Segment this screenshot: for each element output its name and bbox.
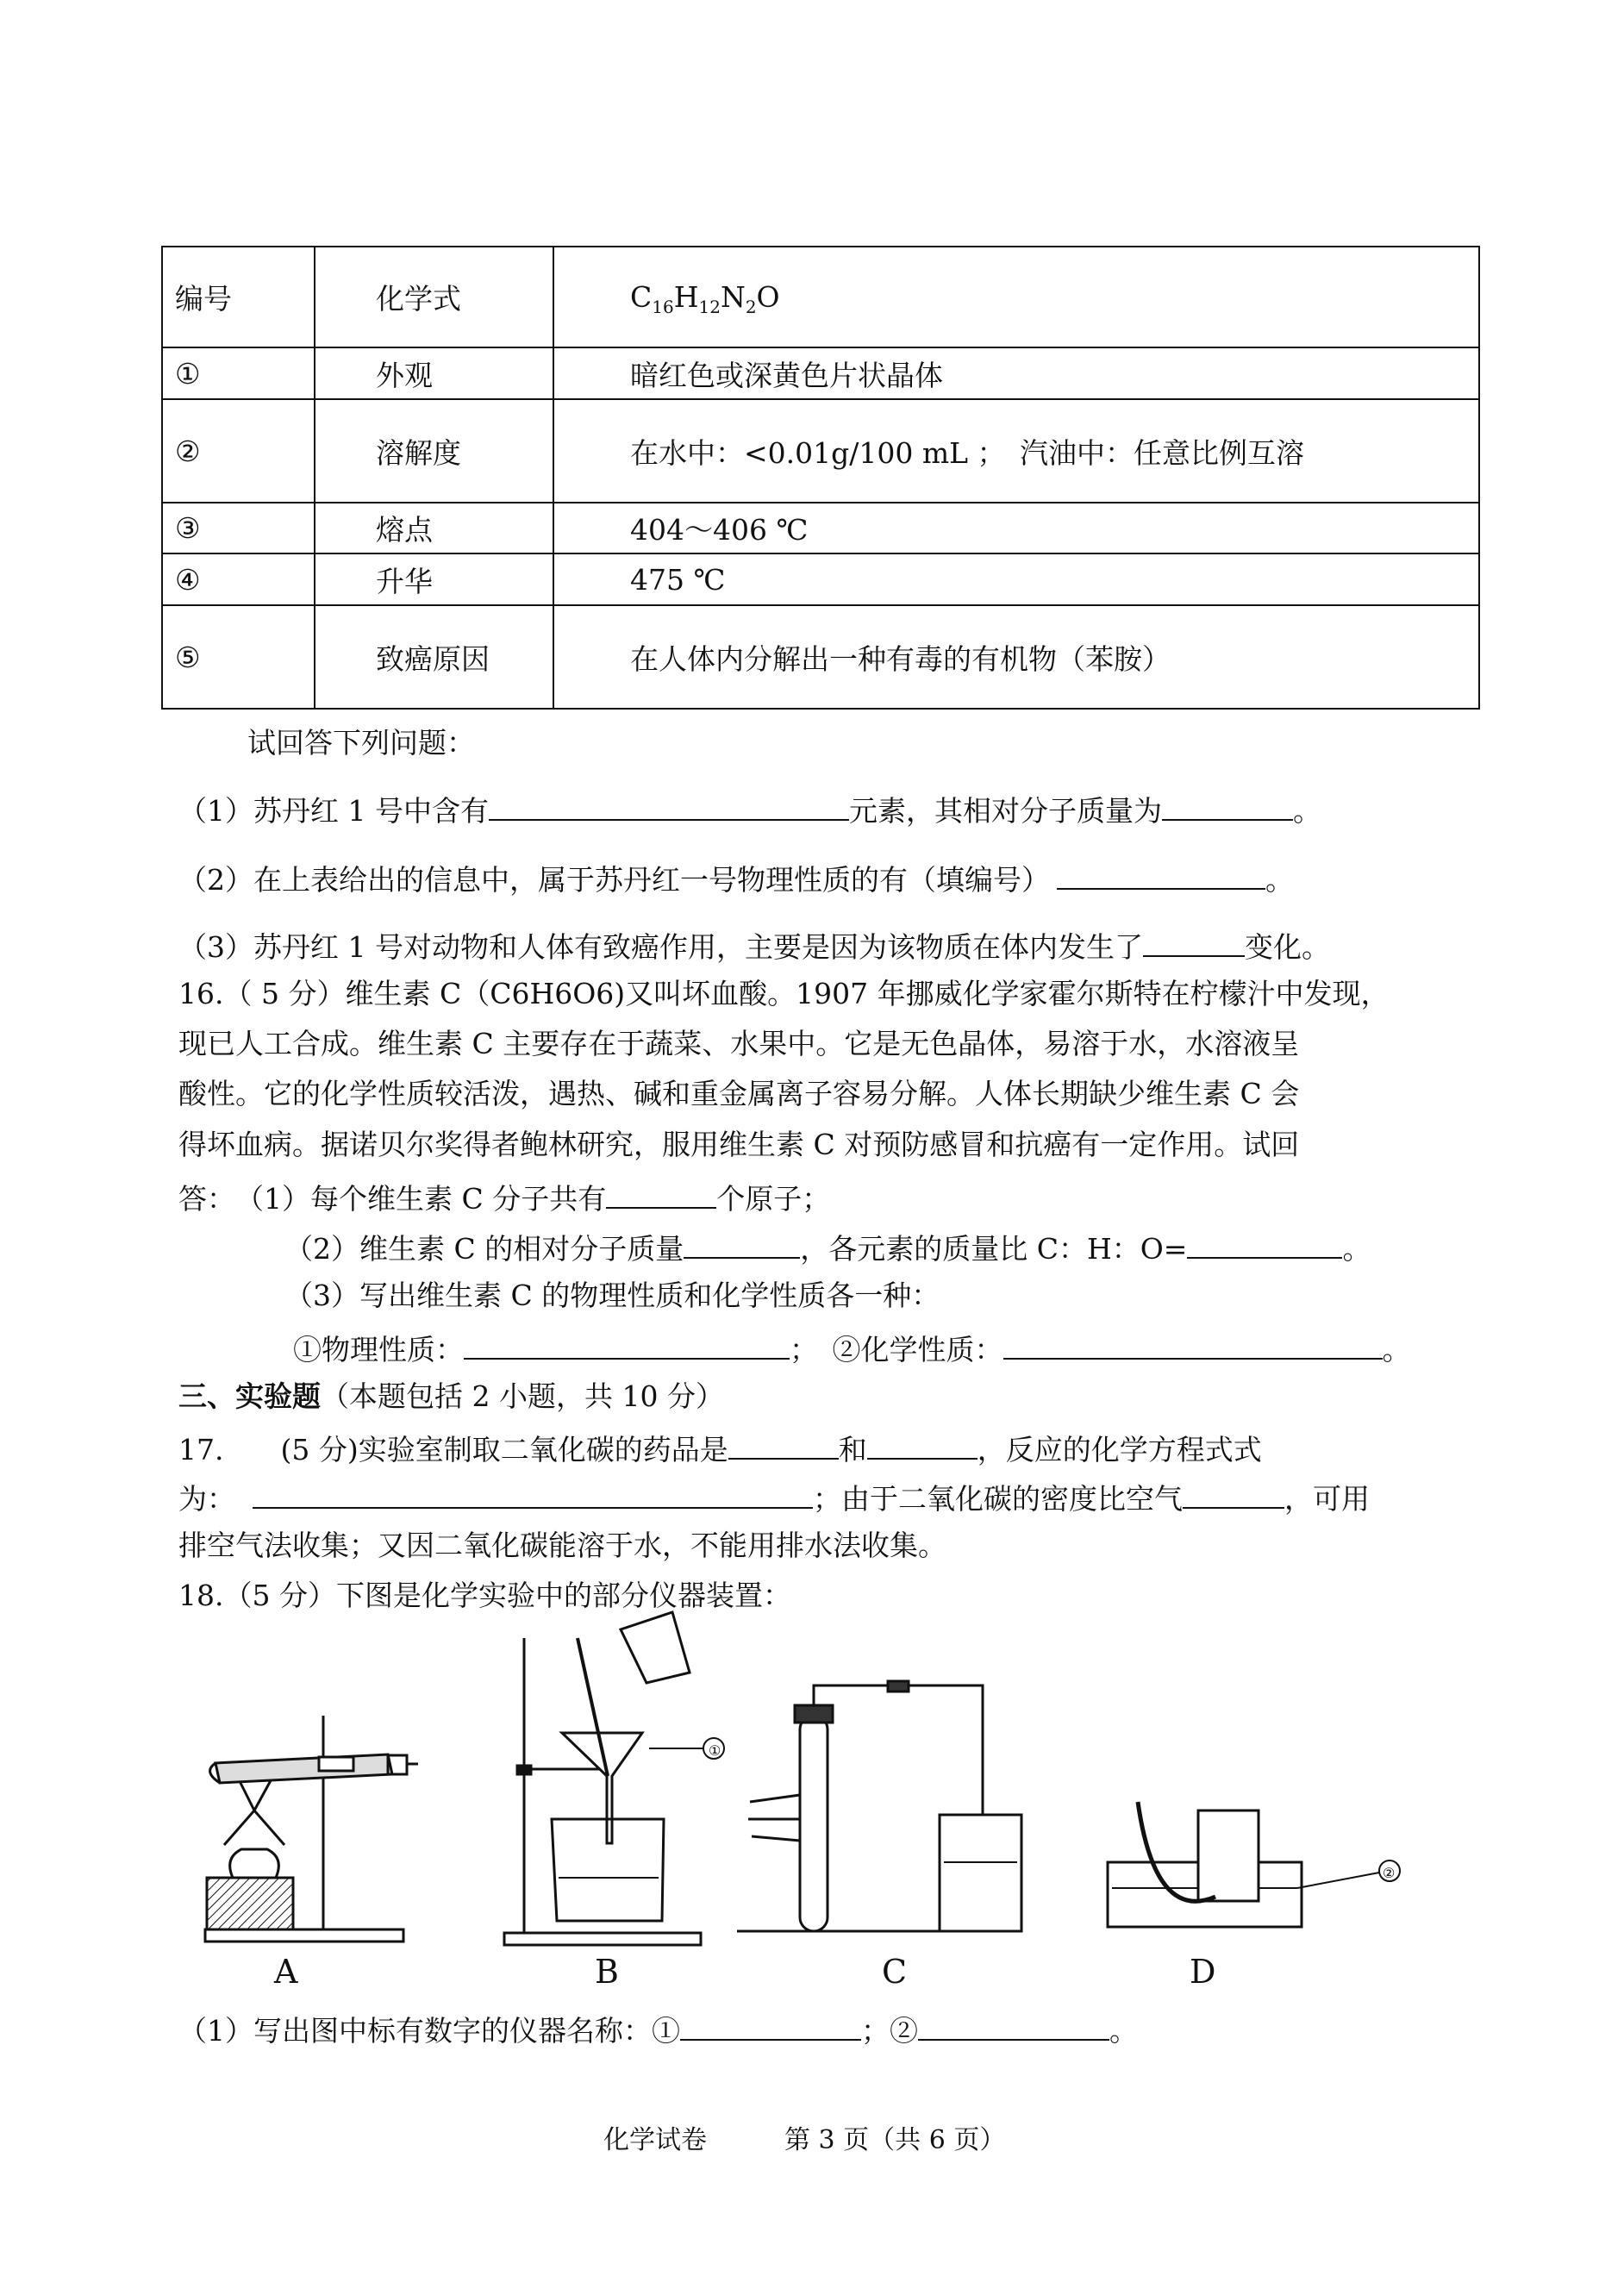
q16-line: 16.（ 5 分）维生素 C（C6H6O6)又叫坏血酸。1907 年挪威化学家霍尔斯特在柠檬汁中发现， <box>178 977 1390 1010</box>
answer-blank[interactable] <box>728 1432 839 1460</box>
answer-blank[interactable] <box>606 1181 716 1209</box>
apparatus-d <box>1108 1802 1400 1927</box>
answer-blank[interactable] <box>1183 1481 1284 1509</box>
properties-table <box>161 246 1480 710</box>
answer-blank[interactable] <box>1143 929 1245 957</box>
question-text: 元素，其相对分子质量为 <box>848 794 1162 828</box>
question-text: ，反应的化学方程式式 <box>977 1433 1262 1466</box>
table-cell: ② <box>162 399 315 503</box>
table-row <box>162 605 1479 709</box>
table-cell: ⑤ <box>162 605 315 709</box>
table-cell: 404～406 ℃ <box>553 503 1479 553</box>
marker-2: ② <box>1383 1865 1396 1881</box>
table-cell: 溶解度 <box>315 399 553 503</box>
question-text: ，可用 <box>1284 1482 1370 1516</box>
apparatus-figure <box>172 1604 1465 2009</box>
figure-label-b: B <box>595 1953 619 1991</box>
formula-cell <box>553 247 1479 347</box>
chemical-formula: $C_{16}H_{12}N_2O$ <box>630 280 780 317</box>
marker-1: ① <box>709 1742 721 1759</box>
q16-line: 酸性。它的化学性质较活泼，遇热、碱和重金属离子容易分解。人体长期缺少维生素 C 会 <box>178 1077 1300 1110</box>
table-cell: ③ <box>162 503 315 553</box>
q16-sub3: （3）写出维生素 C 的物理性质和化学性质各一种： <box>284 1279 940 1312</box>
question-text: 。 <box>1342 1232 1371 1266</box>
apparatus-c <box>737 1681 1021 1931</box>
figure-label-c: C <box>882 1953 908 1991</box>
answer-blank[interactable] <box>867 1432 978 1460</box>
question-text: 。 <box>1382 1333 1411 1366</box>
q16-line: 得坏血病。据诺贝尔奖得者鲍林研究，服用维生素 C 对预防感冒和抗癌有一定作用。试回 <box>178 1128 1300 1161</box>
question-text: ；由于二氧化碳的密度比空气 <box>813 1482 1183 1516</box>
question-text: （3）苏丹红 1 号对动物和人体有致癌作用，主要是因为该物质在体内发生了 <box>178 930 1143 964</box>
table-row <box>162 399 1479 503</box>
q15-intro: 试回答下列问题： <box>247 726 475 760</box>
question-text: 。 <box>1109 2014 1138 2048</box>
question-text: （1）写出图中标有数字的仪器名称：① <box>178 2014 680 2048</box>
table-cell: ④ <box>162 553 315 605</box>
answer-blank[interactable] <box>1187 1231 1342 1259</box>
answer-blank[interactable] <box>918 2013 1109 2041</box>
table-row <box>162 347 1479 399</box>
question-text: ，各元素的质量比 C：H：O= <box>800 1232 1188 1266</box>
section-note: （本题包括 2 小题，共 10 分） <box>321 1379 724 1413</box>
apparatus-a <box>205 1716 418 1942</box>
question-text: （2）在上表给出的信息中，属于苏丹红一号物理性质的有（填编号） <box>178 863 1050 897</box>
table-cell: ① <box>162 347 315 399</box>
q18-sub1 <box>178 2013 1138 2048</box>
answer-blank[interactable] <box>489 793 849 821</box>
question-text: 为： <box>178 1482 235 1516</box>
table-cell: 编号 <box>162 247 315 347</box>
answer-blank[interactable] <box>1057 862 1265 890</box>
table-cell: 升华 <box>315 553 553 605</box>
footer-page-number: 第 3 页（共 6 页） <box>784 2125 1006 2155</box>
table-cell: 致癌原因 <box>315 605 553 709</box>
q18-line1: 18.（5 分）下图是化学实验中的部分仪器装置： <box>178 1579 791 1612</box>
table-cell: 在人体内分解出一种有毒的有机物（苯胺） <box>553 605 1479 709</box>
table-cell: 外观 <box>315 347 553 399</box>
table-row <box>162 553 1479 605</box>
q17-line3: 排空气法收集；又因二氧化碳能溶于水，不能用排水法收集。 <box>178 1529 946 1562</box>
q17-line1 <box>178 1432 1262 1464</box>
question-text: ①物理性质： <box>293 1333 464 1366</box>
section-title: 三、实验题 <box>178 1379 321 1413</box>
q15-part1 <box>178 793 1321 828</box>
question-text: 变化。 <box>1244 930 1330 964</box>
answer-blank[interactable] <box>680 2013 861 2041</box>
q15-part3 <box>178 929 1330 964</box>
answer-blank[interactable] <box>253 1481 813 1509</box>
question-text: （1）苏丹红 1 号中含有 <box>178 794 489 828</box>
answer-blank[interactable] <box>464 1332 790 1360</box>
question-text: 。 <box>1265 863 1294 897</box>
table-cell: 在水中：<0.01g/100 mL ； 汽油中：任意比例互溶 <box>553 399 1479 503</box>
question-text: 17. (5 分)实验室制取二氧化碳的药品是 <box>178 1433 728 1466</box>
figure-label-d: D <box>1190 1953 1216 1991</box>
table-cell: 暗红色或深黄色片状晶体 <box>553 347 1479 399</box>
table-cell: 475 ℃ <box>553 553 1479 605</box>
answer-blank[interactable] <box>684 1231 800 1259</box>
question-text: 答： （1）每个维生素 C 分子共有 <box>178 1182 607 1216</box>
footer-subject: 化学试卷 <box>603 2125 707 2155</box>
question-text: 。 <box>1292 794 1321 828</box>
table-row <box>162 503 1479 553</box>
q16-sub3-answers <box>293 1332 1411 1364</box>
q16-sub1 <box>178 1181 831 1216</box>
section-heading <box>178 1379 724 1413</box>
question-text: 个原子； <box>716 1182 831 1216</box>
question-text: （2）维生素 C 的相对分子质量 <box>284 1232 684 1266</box>
figure-label-a: A <box>274 1953 298 1991</box>
answer-blank[interactable] <box>1003 1332 1383 1360</box>
table-cell: 熔点 <box>315 503 553 553</box>
page-footer <box>603 2125 1006 2155</box>
q16-line: 现已人工合成。维生素 C 主要存在于蔬菜、水果中。它是无色晶体，易溶于水，水溶液呈 <box>178 1027 1300 1060</box>
apparatus-b <box>504 1612 724 1945</box>
table-row <box>162 247 1479 347</box>
q16-sub2 <box>284 1231 1371 1266</box>
q17-line2 <box>178 1481 1370 1516</box>
question-text: ； ②化学性质： <box>790 1333 1003 1366</box>
question-text: 和 <box>838 1433 867 1466</box>
question-text: ；② <box>861 2014 918 2048</box>
table-cell: 化学式 <box>315 247 553 347</box>
answer-blank[interactable] <box>1162 793 1293 821</box>
q15-part2 <box>178 862 1294 897</box>
